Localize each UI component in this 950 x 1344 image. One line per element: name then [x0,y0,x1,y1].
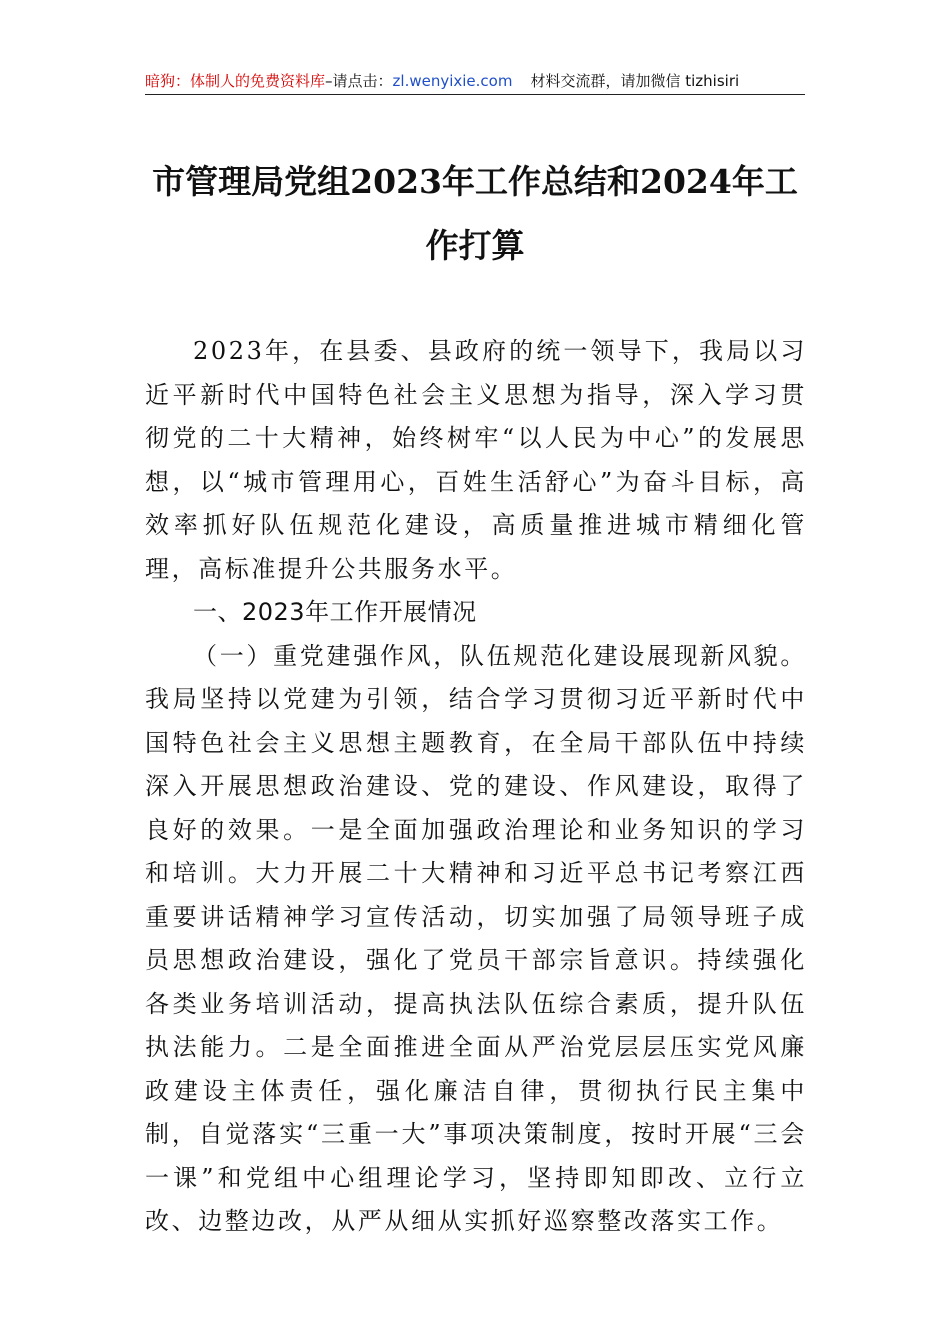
section-heading: 一、2023年工作开展情况 [193,598,477,626]
intro-paragraph: 2023年，在县委、县政府的统一领导下，我局以习近平新时代中国特色社会主义思想为指导，深入学习贯彻党的二十大精神，始终树牢“以人民为中心”的发展思想，以“城市管理用心，百姓生活舒心”为奋斗目标，高效率抓好队伍规范化建设，高质量推进城市精细化管理，高标准提升公共服务水平。 [145,337,807,583]
click-prompt: –请点击： [325,72,393,90]
wechat-note: 材料交流群，请加微信 tizhisiri [530,72,740,90]
body-paragraph: （一）重党建强作风，队伍规范化建设展现新风貌。我局坚持以党建为引领，结合学习贯彻习近平新时代中国特色社会主义思想主题教育，在全局干部队伍中持续深入开展思想政治建设、党的建设、作风建设，取得了良好的效果。一是全面加强政治理论和业务知识的学习和培训。大力开展二十大精神和习近平总书记考察江西重要讲话精神学习宣传活动，切实加强了局领导班子成员思想政治建设，强化了党员干部宗旨意识。持续强化各类业务培训活动，提高执法队伍综合素质，提升队伍执法能力。二是全面推进全面从严治党层层压实党风廉政建设主体责任，强化廉洁自律，贯彻执行民主集中制，自觉落实“三重一大”事项决策制度，按时开展“三会一课”和党组中心组理论学习，坚持即知即改、立行立改、边整边改，从严从细从实抓好巡察整改落实工作。 [145,641,807,1235]
page-header [145,68,805,95]
site-label: 暗狗：体制人的免费资料库 [145,72,326,90]
site-url-link[interactable]: zl.wenyixie.com [392,72,513,90]
document-body [145,330,807,1244]
document-title: 市管理局党组2023年工作总结和2024年工作打算 [152,162,798,265]
